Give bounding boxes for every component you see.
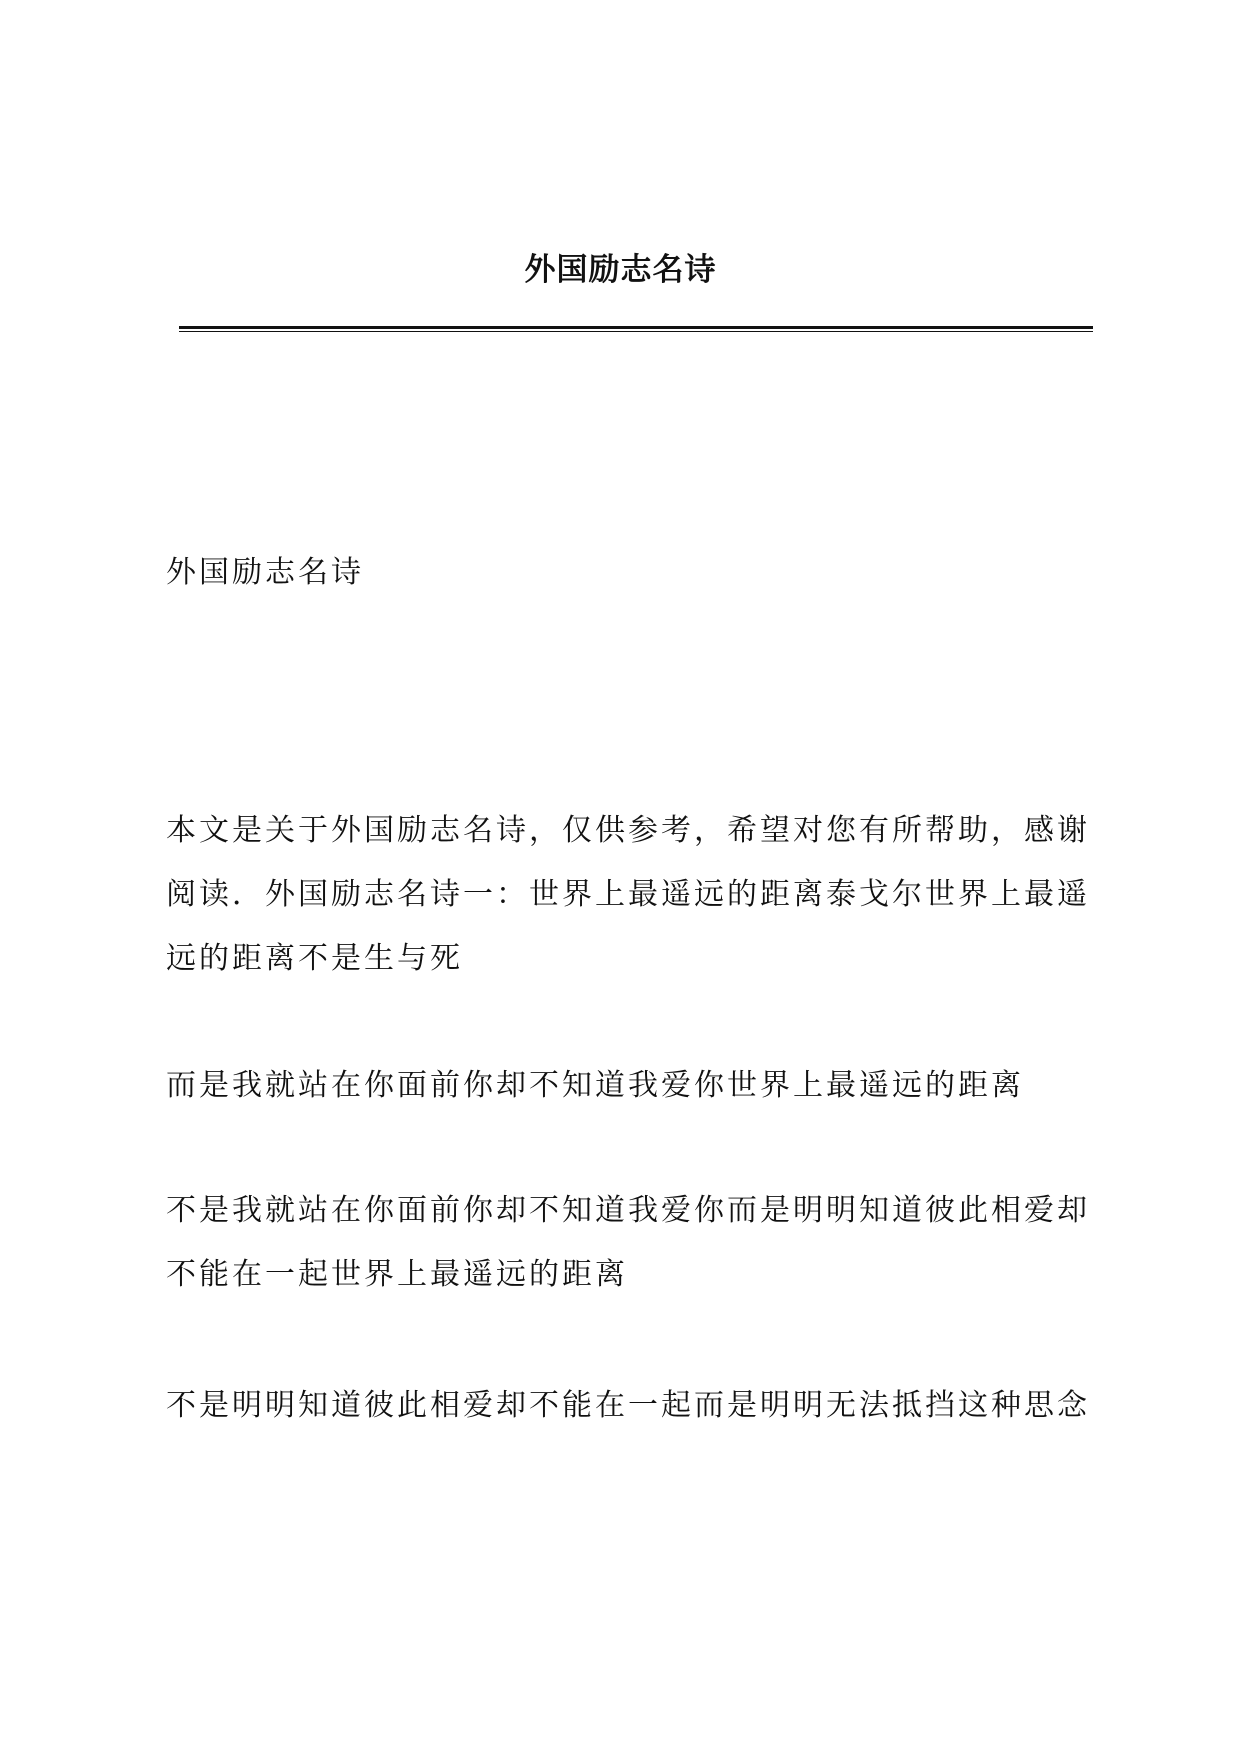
title-divider	[179, 326, 1093, 332]
subtitle-text: 外国励志名诗	[166, 555, 364, 590]
page-title: 外国励志名诗	[524, 252, 717, 288]
paragraph-3	[166, 1179, 1096, 1307]
paragraph-4	[166, 1374, 1096, 1438]
paragraph-text: 不是我就站在你面前你却不知道我爱你而是明明知道彼此相爱却不能在一起世界上最遥远的距离	[166, 1193, 1090, 1292]
paragraph-text: 而是我就站在你面前你却不知道我爱你世界上最遥远的距离	[166, 1068, 1024, 1103]
paragraph-text: 不是明明知道彼此相爱却不能在一起而是明明无法抵挡这种思念	[166, 1388, 1090, 1423]
paragraph-2	[166, 1054, 1096, 1118]
paragraph-text: 本文是关于外国励志名诗，仅供参考，希望对您有所帮助，感谢阅读．外国励志名诗一：世界上最遥远的距离泰戈尔世界上最遥远的距离不是生与死	[166, 813, 1090, 976]
paragraph-1	[166, 799, 1096, 991]
document-subtitle	[166, 541, 1096, 605]
